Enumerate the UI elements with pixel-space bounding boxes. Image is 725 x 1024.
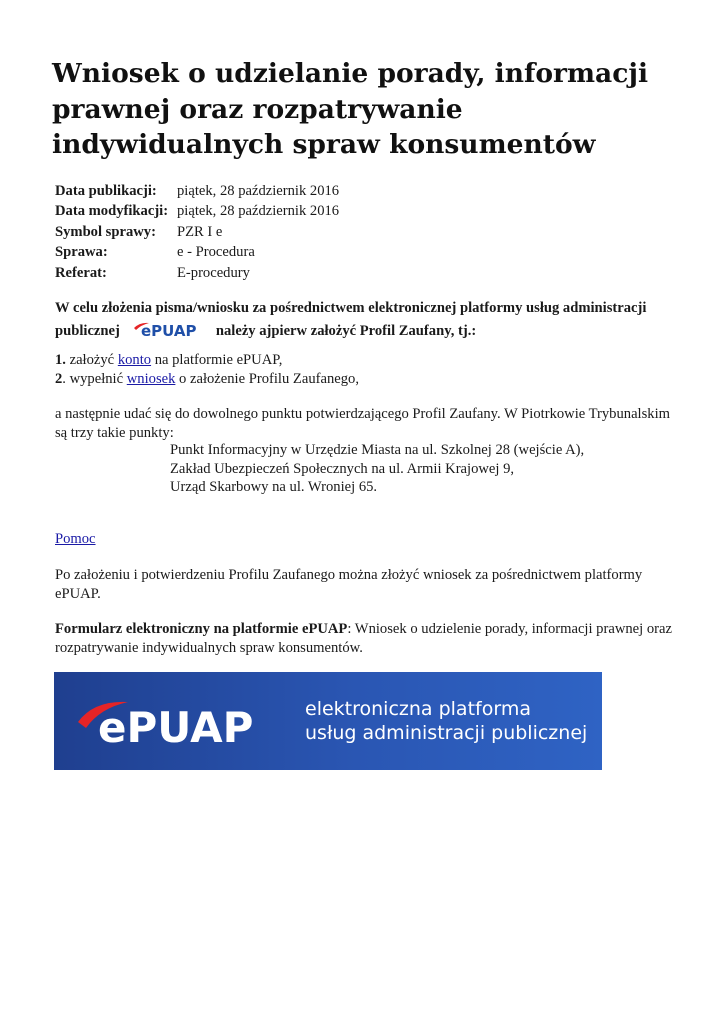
meta-key: Data publikacji: <box>55 182 157 199</box>
epuap-banner[interactable] <box>54 672 602 770</box>
banner-line-2: usług administracji publicznej <box>305 722 588 744</box>
help-paragraph <box>55 530 675 549</box>
epuap-logo-text: ePUAP <box>140 322 197 339</box>
intro-text: W celu złożenia pisma/wniosku za pośrednictwem elektronicznej platformy usług administracji publicznej <box>55 300 647 339</box>
application-link[interactable]: wniosek <box>126 370 176 387</box>
meta-value: piątek, 28 październik 2016 <box>177 203 340 220</box>
account-link[interactable]: konto <box>117 352 152 368</box>
form-paragraph <box>55 620 675 657</box>
after-paragraph: Po założeniu i potwierdzeniu Profilu Zaufanego można złożyć wniosek za pośrednictwem platformy ePUAP. <box>55 567 643 602</box>
form-text: : Wniosek o udzielenie porady, informacji prawnej oraz rozpatrywanie indywidualnych spraw konsumentów. <box>55 621 672 656</box>
step-text: o założenie Profilu Zaufanego, <box>175 370 359 387</box>
step-text: . wypełnić <box>62 370 127 387</box>
list-item: Punkt Informacyjny w Urzędzie Miasta na ul. Szkolnej 28 (wejście A), <box>170 442 585 458</box>
banner-text <box>305 697 587 745</box>
list-item: Zakład Ubezpieczeń Społecznych na ul. Armii Krajowej 9, <box>170 460 515 477</box>
list-item: Urząd Skarbowy na ul. Wroniej 65. <box>170 479 378 495</box>
steps-list <box>55 351 675 388</box>
page-title: Wniosek o udzielanie porady, informacji prawnej oraz rozpatrywanie indywidualnych spraw konsumentów <box>52 58 649 160</box>
meta-value: piątek, 28 październik 2016 <box>177 182 340 199</box>
meta-key: Sprawa: <box>55 244 108 261</box>
meta-value: E-procedury <box>177 264 250 281</box>
meta-value: e - Procedura <box>177 244 255 261</box>
help-link[interactable]: Pomoc <box>55 531 96 547</box>
next-paragraph: a następnie udać się do dowolnego punktu potwierdzającego Profil Zaufany. W Piotrkowie Trybunalskim są trzy takie punkty: <box>55 406 670 441</box>
meta-value: PZR I e <box>177 223 223 240</box>
banner-line-1: elektroniczna platforma <box>305 698 531 720</box>
form-label: Formularz elektroniczny na platformie ePUAP <box>55 621 348 637</box>
epuap-logo-icon <box>132 319 206 339</box>
step-number: 2 <box>55 370 63 387</box>
meta-row <box>55 243 339 264</box>
step-text: na platformie ePUAP, <box>151 352 283 368</box>
intro-paragraph <box>55 297 675 342</box>
epuap-banner-logo-icon <box>54 672 304 770</box>
step-text: założyć <box>65 352 118 368</box>
meta-row <box>55 181 339 202</box>
epuap-banner-logo-text: ePUAP <box>98 703 254 752</box>
step-number: 1. <box>55 352 66 368</box>
meta-row <box>55 202 339 223</box>
intro-text-after: należy ajpierw założyć Profil Zaufany, tj.: <box>215 323 477 339</box>
meta-key: Data modyfikacji: <box>55 203 169 220</box>
meta-key: Symbol sprawy: <box>55 223 156 240</box>
meta-row <box>55 263 339 284</box>
meta-key: Referat: <box>55 264 107 281</box>
meta-row <box>55 222 339 243</box>
points-list <box>170 441 584 497</box>
metadata-table <box>55 181 339 284</box>
